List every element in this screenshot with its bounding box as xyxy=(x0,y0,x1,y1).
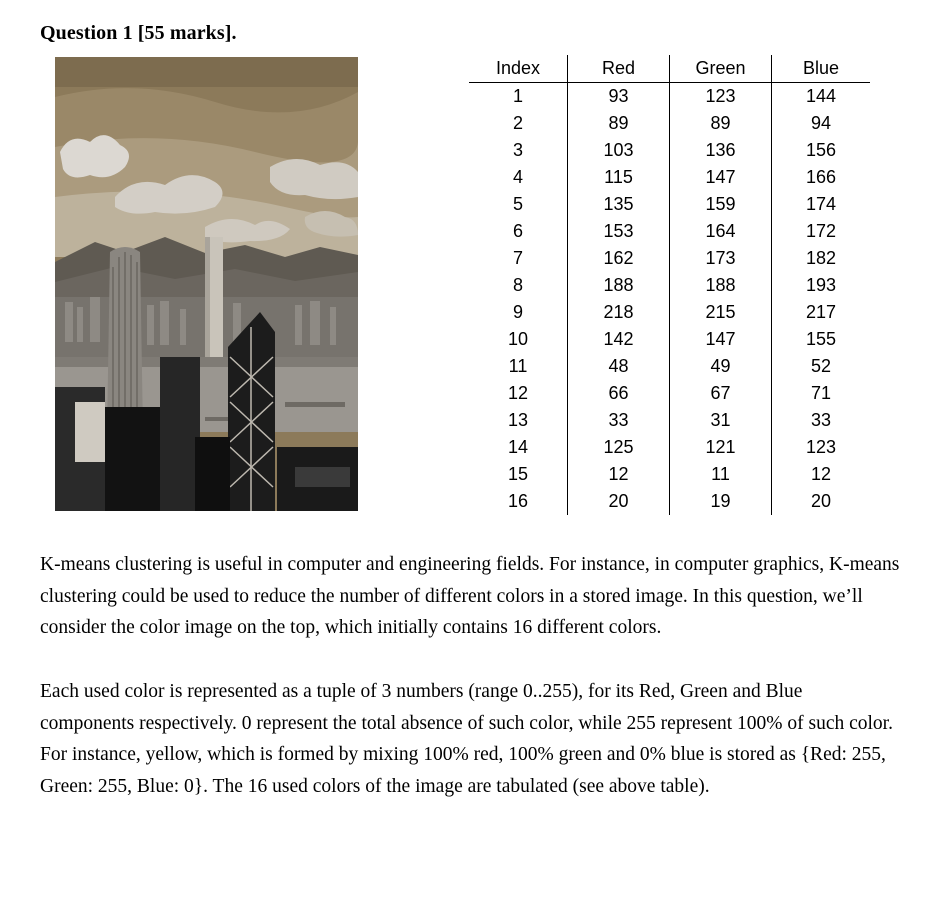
cell-blue: 144 xyxy=(805,86,837,106)
cell-red: 12 xyxy=(568,461,670,488)
cell-red: 218 xyxy=(568,299,670,326)
cell-red: 89 xyxy=(568,110,670,137)
cell-blue: 33 xyxy=(810,410,832,430)
table-row xyxy=(469,434,870,461)
cell-red: 48 xyxy=(568,353,670,380)
header-blue: Blue xyxy=(772,55,871,83)
table-row xyxy=(469,326,870,353)
cell-index: 14 xyxy=(469,434,568,461)
cell-blue: 166 xyxy=(805,167,837,187)
table-row xyxy=(469,245,870,272)
cell-index: 9 xyxy=(469,299,568,326)
cell-red: 153 xyxy=(568,218,670,245)
header-red: Red xyxy=(568,55,670,83)
cell-red: 125 xyxy=(568,434,670,461)
table-row xyxy=(469,137,870,164)
table-row xyxy=(469,164,870,191)
table-row xyxy=(469,461,870,488)
cell-index: 6 xyxy=(469,218,568,245)
cell-blue: 174 xyxy=(805,194,837,214)
cell-green: 89 xyxy=(670,110,772,137)
cell-index: 3 xyxy=(469,137,568,164)
table-row xyxy=(469,83,870,111)
cell-index: 5 xyxy=(469,191,568,218)
cell-index: 4 xyxy=(469,164,568,191)
cell-blue: 20 xyxy=(810,491,832,511)
paragraph-color-representation: Each used color is represented as a tuple of 3 numbers (range 0..255), for its Red, Green and Blue components respectively. 0 represent the total absence of such color, while 255 represent 100% of such color. For instance, yellow, which is formed by mixing 100% red, 100% green and 0% blue is stored as {Red: 255, Green: 255, Blue: 0}. The 16 used colors of the image are tabulated (see above table). xyxy=(40,681,893,797)
cell-index: 8 xyxy=(469,272,568,299)
cell-red: 33 xyxy=(568,407,670,434)
cell-index: 15 xyxy=(469,461,568,488)
cell-green: 147 xyxy=(670,164,772,191)
cell-green: 147 xyxy=(670,326,772,353)
color-table xyxy=(469,55,870,515)
cell-blue: 155 xyxy=(805,329,837,349)
cell-blue: 193 xyxy=(805,275,837,295)
color-table-header-row xyxy=(469,55,870,83)
cell-green: 159 xyxy=(670,191,772,218)
cell-index: 1 xyxy=(469,83,568,111)
cell-red: 115 xyxy=(568,164,670,191)
cell-index: 12 xyxy=(469,380,568,407)
cell-green: 49 xyxy=(670,353,772,380)
cell-red: 135 xyxy=(568,191,670,218)
paragraph-kmeans-intro: K-means clustering is useful in computer and engineering fields. For instance, in computer graphics, K-means clustering could be used to reduce the number of different colors in a stored image. In this question, we’ll consider the color image on the top, which initially contains 16 different colors. xyxy=(40,554,900,638)
cell-blue: 182 xyxy=(805,248,837,268)
cell-green: 19 xyxy=(670,488,772,515)
table-row xyxy=(469,191,870,218)
cell-blue: 217 xyxy=(805,302,837,322)
cell-index: 13 xyxy=(469,407,568,434)
table-row xyxy=(469,299,870,326)
cell-blue: 156 xyxy=(805,140,837,160)
table-row xyxy=(469,353,870,380)
cell-index: 16 xyxy=(469,488,568,515)
cell-red: 66 xyxy=(568,380,670,407)
header-green: Green xyxy=(670,55,772,83)
cell-blue: 94 xyxy=(810,113,832,133)
cell-green: 123 xyxy=(670,83,772,111)
cell-blue: 52 xyxy=(810,356,832,376)
cell-index: 2 xyxy=(469,110,568,137)
cell-green: 188 xyxy=(670,272,772,299)
cell-index: 11 xyxy=(469,353,568,380)
cell-green: 136 xyxy=(670,137,772,164)
cell-blue: 12 xyxy=(810,464,832,484)
cell-green: 31 xyxy=(670,407,772,434)
cell-blue: 172 xyxy=(805,221,837,241)
cell-red: 142 xyxy=(568,326,670,353)
header-index: Index xyxy=(469,55,568,83)
table-row xyxy=(469,110,870,137)
skyline-illustration xyxy=(55,57,358,511)
cell-blue: 71 xyxy=(810,383,832,403)
cell-red: 93 xyxy=(568,83,670,111)
cell-red: 20 xyxy=(568,488,670,515)
table-row xyxy=(469,380,870,407)
cell-red: 188 xyxy=(568,272,670,299)
table-row xyxy=(469,407,870,434)
cell-green: 11 xyxy=(670,461,772,488)
cell-green: 173 xyxy=(670,245,772,272)
posterized-city-skyline-photo xyxy=(55,57,358,511)
cell-index: 10 xyxy=(469,326,568,353)
cell-index: 7 xyxy=(469,245,568,272)
table-row xyxy=(469,218,870,245)
cell-green: 215 xyxy=(670,299,772,326)
table-row xyxy=(469,488,870,515)
cell-green: 164 xyxy=(670,218,772,245)
cell-blue: 123 xyxy=(805,437,837,457)
cell-red: 103 xyxy=(568,137,670,164)
cell-red: 162 xyxy=(568,245,670,272)
cell-green: 67 xyxy=(670,380,772,407)
cell-green: 121 xyxy=(670,434,772,461)
question-heading: Question 1 [55 marks]. xyxy=(40,22,237,44)
table-row xyxy=(469,272,870,299)
